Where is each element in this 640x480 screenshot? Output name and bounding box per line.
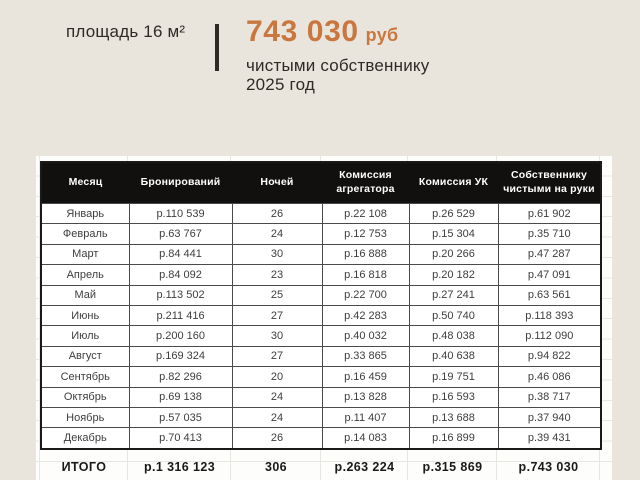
value-cell: р.16 459 [322,367,409,387]
total-table [40,455,600,478]
value-cell: р.110 539 [129,204,232,224]
table-row [41,285,601,305]
value-cell: р.19 751 [409,367,498,387]
value-cell: р.84 441 [129,244,232,264]
total-value-cell: р.743 030 [518,459,579,474]
month-cell: Июнь [41,305,129,325]
value-cell: р.84 092 [129,265,232,285]
value-cell: р.26 529 [409,204,498,224]
value-cell: р.48 038 [409,326,498,346]
month-cell: Июль [41,326,129,346]
month-cell: Май [41,285,129,305]
total-value-cell: р.263 224 [334,459,395,474]
value-cell: р.61 902 [498,204,601,224]
value-cell: 24 [232,407,322,427]
value-cell: р.200 160 [129,326,232,346]
value-cell: р.57 035 [129,407,232,427]
value-cell: р.40 638 [409,346,498,366]
value-cell: р.16 818 [322,265,409,285]
value-cell: р.169 324 [129,346,232,366]
subtitle-line1: чистыми собственнику [246,56,430,75]
value-cell: р.13 688 [409,407,498,427]
table-row [41,326,601,346]
table-row [41,265,601,285]
value-cell: р.47 287 [498,244,601,264]
value-cell: р.33 865 [322,346,409,366]
value-cell: р.40 032 [322,326,409,346]
value-cell: р.20 182 [409,265,498,285]
value-cell: р.82 296 [129,367,232,387]
column-header: Бронирований [129,162,232,204]
value-cell: р.13 828 [322,387,409,407]
value-cell: р.20 266 [409,244,498,264]
value-cell: 26 [232,204,322,224]
table-header [41,162,601,204]
value-cell: р.113 502 [129,285,232,305]
table-row [41,387,601,407]
month-cell: Октябрь [41,387,129,407]
subtitle-line2: 2025 год [246,75,315,94]
value-cell: р.94 822 [498,346,601,366]
month-cell: Февраль [41,224,129,244]
total-amount-line [246,15,429,49]
month-cell: Декабрь [41,428,129,449]
value-cell: р.16 888 [322,244,409,264]
currency-label: руб [365,25,399,45]
value-cell: р.15 304 [409,224,498,244]
summary-amount-block [246,15,429,94]
value-cell: р.14 083 [322,428,409,449]
income-table [40,161,602,450]
value-cell: р.37 940 [498,407,601,427]
value-cell: р.22 108 [322,204,409,224]
table-row [41,244,601,264]
spreadsheet-card [36,156,612,480]
month-cell: Ноябрь [41,407,129,427]
value-cell: 27 [232,305,322,325]
value-cell: р.50 740 [409,305,498,325]
header-row [41,162,601,204]
value-cell: р.12 753 [322,224,409,244]
value-cell: р.112 090 [498,326,601,346]
value-cell: 23 [232,265,322,285]
value-cell: р.11 407 [322,407,409,427]
value-cell: р.27 241 [409,285,498,305]
value-cell: 20 [232,367,322,387]
value-cell: 27 [232,346,322,366]
table-row [41,367,601,387]
column-header: Собственнику чистыми на руки [498,162,601,204]
value-cell: р.16 593 [409,387,498,407]
month-cell: Апрель [41,265,129,285]
value-cell: р.69 138 [129,387,232,407]
column-header: Ночей [232,162,322,204]
table-row [41,428,601,449]
total-label: ИТОГО [61,459,107,474]
value-cell: 24 [232,387,322,407]
column-header: Комиссия агрегатора [322,162,409,204]
value-cell: 24 [232,224,322,244]
total-value-cell: р.1 316 123 [143,459,216,474]
value-cell: р.22 700 [322,285,409,305]
value-cell: р.16 899 [409,428,498,449]
total-row [40,455,600,478]
value-cell: р.118 393 [498,305,601,325]
value-cell: р.63 767 [129,224,232,244]
total-amount: 743 030 [246,15,359,48]
table-row [41,407,601,427]
value-cell: 25 [232,285,322,305]
month-cell: Сентябрь [41,367,129,387]
value-cell: 30 [232,326,322,346]
value-cell: р.38 717 [498,387,601,407]
value-cell: р.70 413 [129,428,232,449]
month-cell: Январь [41,204,129,224]
value-cell: р.42 283 [322,305,409,325]
area-label: площадь 16 м² [66,22,186,41]
total-value-cell: 306 [264,459,288,474]
value-cell: р.35 710 [498,224,601,244]
month-cell: Март [41,244,129,264]
column-header: Месяц [41,162,129,204]
column-header: Комиссия УК [409,162,498,204]
value-cell: 30 [232,244,322,264]
value-cell: р.39 431 [498,428,601,449]
month-cell: Август [41,346,129,366]
value-cell: 26 [232,428,322,449]
table-row [41,346,601,366]
value-cell: р.63 561 [498,285,601,305]
value-cell: р.47 091 [498,265,601,285]
table-body [41,204,601,449]
total-value-cell: р.315 869 [422,459,483,474]
table-row [41,204,601,224]
vertical-divider [215,24,219,71]
value-cell: р.46 086 [498,367,601,387]
table-row [41,305,601,325]
value-cell: р.211 416 [129,305,232,325]
table-row [41,224,601,244]
